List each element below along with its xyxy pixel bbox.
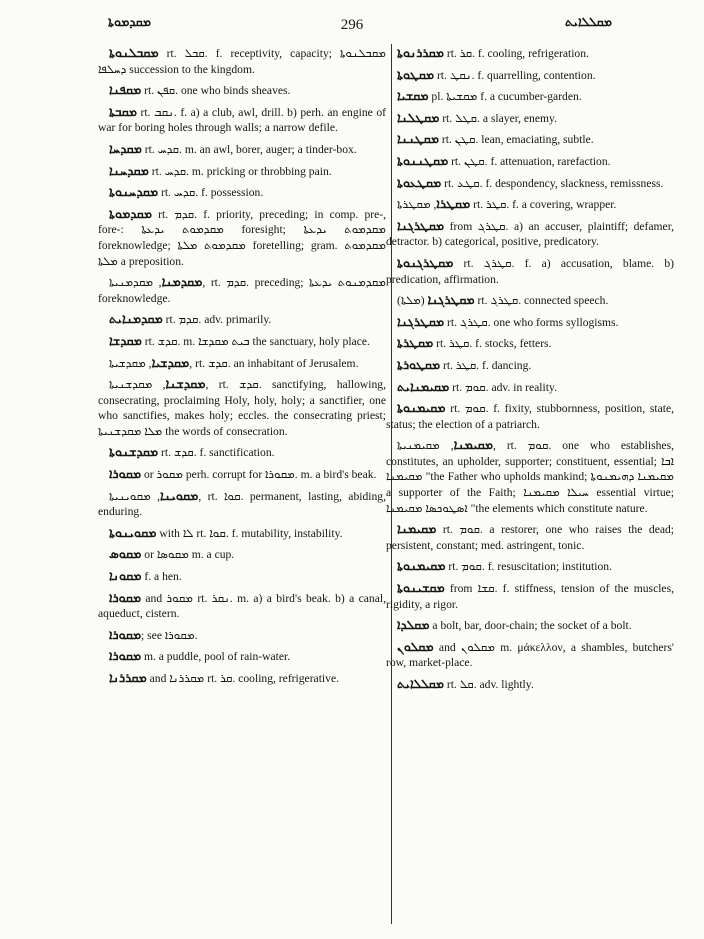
- entry-headword: ܡܩܪܪܢܘܬܐ: [397, 45, 444, 60]
- dictionary-entry: [386, 110, 674, 127]
- entry-definition: or ܡܩܘܪ perh. corrupt for ܡܩܘܪܐ. m. a bird's beak.: [141, 468, 377, 482]
- entry-headword: ܡܩܛܥܘܬܐ: [397, 174, 442, 190]
- entry-definition: rt. ܩܛܠ. a slayer, enemy.: [439, 111, 557, 125]
- entry-headword: ܡܩܘܪܐ: [109, 648, 142, 664]
- entry-definition: or ܡܩܘܣܐ m. a cup.: [141, 548, 235, 562]
- entry-headword: ܡܩܛܪܓܢܐ: [397, 313, 445, 329]
- right-column: [386, 45, 674, 698]
- dictionary-entry: [386, 196, 674, 213]
- entry-headword: ܡܩܛܘܬܐ: [397, 66, 435, 82]
- entry-definition: f. a hen.: [141, 570, 182, 584]
- dictionary-entry: [386, 639, 674, 671]
- entry-definition: (ܡܠܬܐ) rt. ܩܛܪܓ. connected speech.: [397, 294, 609, 308]
- entry-headword: ܡܩܕܡܢܐ: [161, 274, 203, 290]
- dictionary-entry: [386, 175, 674, 192]
- dictionary-entry: [386, 676, 674, 693]
- entry-headword: ܡܩܕܡܢܐܝܬ: [109, 311, 163, 327]
- entry-headword: ܡܩܕܡܘܬܐ: [109, 205, 152, 221]
- page-number: 296: [340, 17, 364, 33]
- entry-headword: ܡܩܘܪܐ: [109, 466, 142, 482]
- entry-definition: from ܩܛܪܓ. a) an accuser, plaintiff; defamer, detractor. b) categorical, positive, predicatory.: [386, 219, 674, 249]
- entry-headword: ܡܩܦܢܐ: [109, 82, 142, 98]
- entry-definition: rt. ܩܛܢ. f. attenuation, rarefaction.: [448, 154, 611, 168]
- entry-headword: ܡܩܝܡܢܐ: [397, 521, 437, 537]
- entry-definition: rt. ܩܒܠ. f. receptivity, capacity; ܡܩܒܠܢܘܬܐ ܕܚܠܦܐ succession to the kingdom.: [98, 47, 387, 76]
- entry-definition: rt. ܩܛܪܓ. one who forms syllogisms.: [444, 315, 619, 329]
- dictionary-entry: [98, 568, 386, 585]
- entry-headword: ܡܩܛܪܬܐ: [397, 335, 434, 351]
- entry-headword: ܡܩܘܝܢܐ: [160, 487, 199, 503]
- entry-headword: ܡܩܘܪܐ: [109, 626, 142, 642]
- entry-definition: rt. ܩܦܢ. one who binds sheaves.: [141, 84, 291, 98]
- entry-headword: ܡܩܒܠܢܘܬܐ: [109, 45, 159, 60]
- dictionary-entry: [386, 131, 674, 148]
- dictionary-entry: [386, 357, 674, 374]
- dictionary-entry: [98, 163, 386, 180]
- entry-headword: ܡܩܒܬܐ: [109, 103, 137, 119]
- header-left-headword: ܡܩܕܡܘܬܐ: [108, 14, 151, 29]
- entry-headword: ܡܩܫܝܢܘܬܐ: [397, 580, 445, 596]
- entry-definition: rt. ܩܘܡ. a restorer, one who raises the dead; persistent, constant; med. astringent, tonic.: [386, 523, 675, 552]
- entry-headword: ܡܩܕܚܢܐ: [109, 162, 149, 178]
- entry-headword: ܡܩܘܣ: [109, 546, 142, 562]
- entry-headword: ܡܩܠܘܢ: [397, 638, 434, 654]
- dictionary-entry: [98, 104, 386, 136]
- dictionary-entry: [98, 274, 386, 306]
- entry-headword: ܡܩܛܪܓܢܐ: [427, 292, 475, 308]
- entry-headword: ܡܩܛܘܪܬܐ: [397, 356, 441, 372]
- dictionary-entry: [386, 255, 674, 287]
- dictionary-entry: [386, 617, 674, 634]
- entry-headword: ܡܩܕܫܢܘܬܐ: [109, 444, 159, 460]
- entry-definition: and ܡܩܪܪܢܐ rt. ܩܪ. cooling, refrigerative.: [146, 672, 339, 685]
- entry-definition: rt. ܩܛܪ. f. stocks, fetters.: [433, 337, 552, 351]
- entry-headword: ܡܩܛܪܓܢܘܬܐ: [397, 254, 454, 270]
- dictionary-entry: [98, 488, 386, 520]
- entry-headword: ܡܩܕܫܐ: [109, 332, 142, 348]
- dictionary-entry: [386, 521, 674, 553]
- entry-definition: , ܡܩܘܝܢܝܬܐ, rt. ܩܘܐ. permanent, lasting, abiding, enduring.: [98, 489, 386, 519]
- dictionary-entry: [386, 314, 674, 331]
- entry-definition: rt. ܩܪ. f. cooling, refrigeration.: [443, 47, 589, 60]
- entry-definition: m. a puddle, pool of rain-water.: [141, 650, 291, 664]
- entry-headword: ܡܩܕܚܐ: [109, 140, 142, 156]
- entry-definition: with ܠܐ rt. ܩܘܐ. f. mutability, instability.: [156, 526, 343, 540]
- entry-definition: , ܡܩܛܪܬܐ rt. ܩܛܪ. f. a covering, wrapper.: [397, 198, 617, 212]
- entry-definition: rt. ܩܕܡ. adv. primarily.: [162, 313, 272, 327]
- entry-headword: ܡܩܠܕܐ: [397, 617, 430, 633]
- dictionary-entry: [98, 206, 386, 269]
- entry-definition: pl. ܡܩܫܝܬܐ f. a cucumber-garden.: [428, 90, 582, 104]
- entry-headword: ܡܩܕܫܢܐ: [165, 376, 206, 392]
- entry-definition: rt. ܩܘܡ. f. resuscitation; institution.: [445, 560, 612, 574]
- dictionary-entry: [98, 466, 386, 483]
- entry-definition: rt. ܢܩܛ. f. quarrelling, contention.: [434, 68, 596, 82]
- dictionary-entry: [98, 525, 386, 542]
- dictionary-entry: [98, 333, 386, 350]
- entry-headword: ܡܩܠܠܐܝܬ: [397, 676, 444, 691]
- dictionary-entry: [386, 558, 674, 575]
- entry-headword: ܡܩܝܡܢܘܬܐ: [397, 400, 446, 416]
- page-header: [0, 12, 704, 42]
- dictionary-entry: [386, 153, 674, 170]
- entry-headword: ܡܩܛܪܐ: [436, 196, 471, 212]
- left-column: [98, 45, 386, 692]
- dictionary-entry: [98, 184, 386, 201]
- header-right-headword: ܡܩܠܠܐܝܬ: [565, 14, 612, 29]
- entry-definition: , ܡܩܕܫܢܝܬܐ, rt. ܩܕܫ. sanctifying, hallowing, consecrating, proclaiming Holy, holy, holy; a sanctifier, one who sanctifies, makes holy; eccles. the consecrating priest; ܡܠܐ ܡܩܕܫܢܝܬܐ the words of consecration.: [98, 378, 386, 438]
- entry-definition: rt. ܩܛܪ. f. dancing.: [440, 358, 532, 372]
- entry-definition: rt. ܩܠ. adv. lightly.: [443, 678, 534, 691]
- entry-headword: ܡܩܛܢܢܘܬܐ: [397, 152, 449, 168]
- dictionary-entry: [98, 648, 386, 665]
- entry-definition: rt. ܢܩܒ. f. a) a club, awl, drill. b) perh. an engine of war for boring holes through walls; a narrow defile.: [98, 105, 386, 135]
- entry-definition: rt. ܩܕܫ. f. sanctification.: [158, 446, 275, 460]
- dictionary-entry: [386, 580, 674, 612]
- dictionary-entry: [386, 292, 674, 309]
- dictionary-entry: [386, 88, 674, 105]
- dictionary-entry: [98, 82, 386, 99]
- dictionary-entry: [386, 45, 674, 62]
- entry-definition: rt. ܩܘܡ. f. fixity, stubbornness, position, state, status; the election of a patriarch.: [386, 402, 674, 431]
- entry-headword: ܡܩܘܢܐ: [109, 568, 142, 584]
- dictionary-entry: [98, 141, 386, 158]
- dictionary-entry: [98, 311, 386, 328]
- entry-definition: rt. ܩܕܫ. m. ܒܝܬ ܡܩܕܫܐ the sanctuary, holy place.: [141, 334, 370, 348]
- entry-headword: ܡܩܘܝܢܘܬܐ: [109, 524, 157, 540]
- entry-definition: and ܡܩܘܪ rt. ܢܩܪ. m. a) a bird's beak. b) a canal, aqueduct, cistern.: [98, 591, 386, 621]
- entry-headword: ܡܩܝܡܢܐ: [453, 437, 493, 453]
- entry-headword: ܡܩܛܠܢܐ: [397, 109, 440, 125]
- dictionary-entry: [98, 546, 386, 563]
- entry-definition: , ܡܩܕܫܝܬܐ, rt. ܩܕܫ. an inhabitant of Jerusalem.: [109, 356, 359, 370]
- entry-headword: ܡܩܝܡܢܘܬܐ: [397, 558, 446, 574]
- dictionary-entry: [98, 670, 386, 687]
- entry-definition: rt. ܩܕܚ. f. possession.: [158, 186, 264, 200]
- entry-definition: rt. ܩܕܚ. m. an awl, borer, auger; a tinder-box.: [141, 142, 357, 156]
- entry-definition: from ܩܫܐ. f. stiffness, tension of the muscles, rigidity, a rigor.: [386, 582, 674, 611]
- entry-definition: a bolt, bar, door-chain; the socket of a bolt.: [429, 619, 632, 633]
- entry-headword: ܡܩܕܚܢܘܬܐ: [109, 184, 159, 200]
- entry-definition: rt. ܩܘܡ. adv. in reality.: [449, 380, 557, 394]
- entry-definition: rt. ܩܕܡ. f. priority, preceding; in comp. pre-, fore-: ܡܩܕܡܘܬ ܝܕܥܬܐ foresight; ܡܩܕܡܘܬ ܝܕܥܬܐ foreknowledge; ܡܩܕܡܘܬ ܡܠܬܐ foretelling; gram. ܡܩܕܡܘܬ ܡܠܬܐ a preposition.: [98, 207, 387, 268]
- entry-definition: , ܡܩܕܡܢܝܬܐ, rt. ܩܕܡ. preceding; ܡܩܕܡܢܘܬ ܝܕܥܬܐ foreknowledge.: [98, 276, 386, 305]
- dictionary-entry: [386, 67, 674, 84]
- dictionary-entry: [98, 590, 386, 622]
- entry-definition: rt. ܩܛܢ. lean, emaciating, subtle.: [438, 133, 594, 147]
- dictionary-entry: [386, 400, 674, 432]
- entry-definition: ; see ܡܩܘܪܐ.: [141, 628, 198, 642]
- dictionary-entry: [98, 45, 386, 77]
- entry-headword: ܡܩܫܝܐ: [397, 88, 429, 104]
- entry-headword: ܡܩܕܫܝܐ: [151, 354, 190, 370]
- dictionary-entry: [98, 444, 386, 461]
- entry-headword: ܡܩܘܪܐ: [109, 589, 142, 605]
- entry-definition: rt. ܩܛܪܓ. f. a) accusation, blame. b) predication, affirmation.: [386, 256, 674, 286]
- dictionary-entry: [386, 379, 674, 396]
- entry-definition: rt. ܩܕܚ. m. pricking or throbbing pain.: [148, 164, 332, 178]
- dictionary-entry: [98, 627, 386, 644]
- dictionary-entry: [386, 218, 674, 250]
- dictionary-entry: [386, 335, 674, 352]
- dictionary-entry: [386, 437, 674, 516]
- entry-headword: ܡܩܪܪܢܐ: [109, 670, 147, 685]
- dictionary-entry: [98, 355, 386, 372]
- entry-definition: rt. ܩܛܥ. f. despondency, slackness, remissness.: [441, 176, 664, 190]
- entry-definition: , ܡܩܝܡܢܝܬܐ, rt. ܩܘܡ. one who establishes, constitutes, an upholder, supporter; constituent, essential; ܐܒܐ ܡܩܝܡܢܐ "the Father who upholds mankind; ܡܩܝܡܢܐ ܕܗܝܡܢܘܬܐ a supporter of the Faith; ܚܝܠܐ ܡܩܝܡܢܐ essential virtue; ܐܣܛܘܟܣܐ ܡܩܝܡܢܐ "the elements which constitute nature.: [386, 439, 674, 515]
- entry-headword: ܡܩܛܢܢܐ: [397, 131, 439, 147]
- entry-definition: and ܡܩܠܘܢ m. μάκελλον, a shambles, butchers' row, market-place.: [386, 640, 674, 670]
- entry-headword: ܡܩܛܪܓܢܐ: [397, 217, 445, 233]
- entry-headword: ܡܩܝܡܢܐܝܬ: [397, 378, 450, 394]
- dictionary-entry: [98, 376, 386, 439]
